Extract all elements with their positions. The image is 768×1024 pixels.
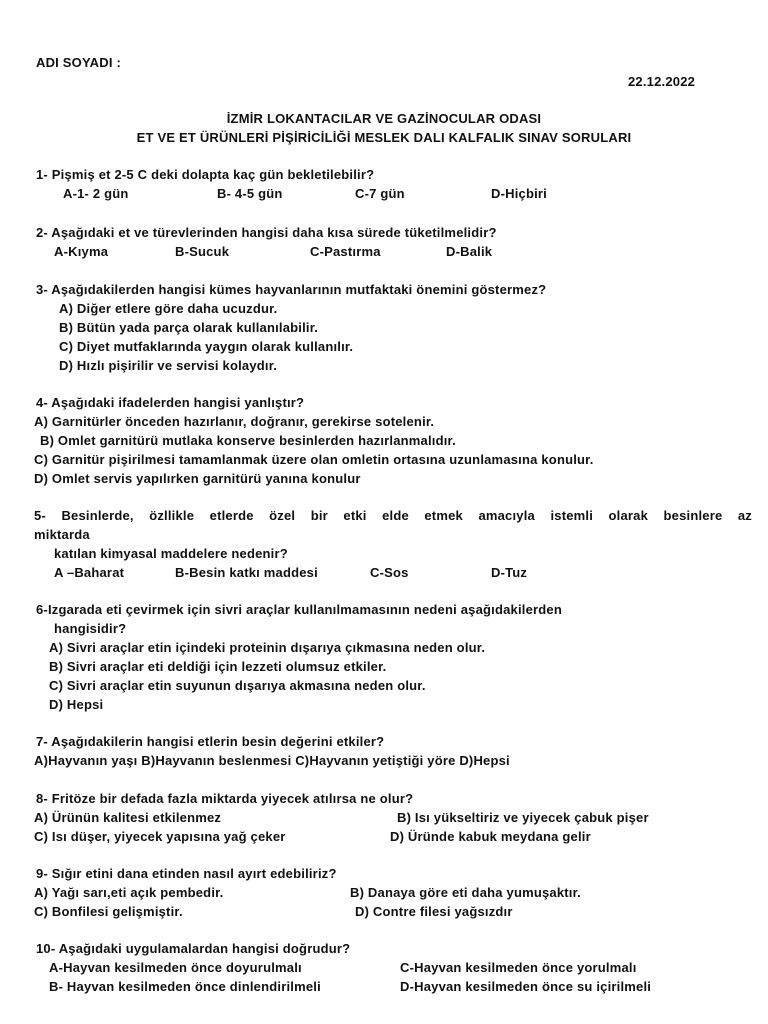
q2-option-d: D-Balik	[446, 244, 493, 259]
q4-option-a: A) Garnitürler önceden hazırlanır, doğranır, gerekirse sotelenir.	[34, 414, 435, 429]
q3-option-a: A) Diğer etlere göre daha ucuzdur.	[59, 301, 278, 316]
q10-option-b: B- Hayvan kesilmeden önce dinlendirilmeli	[49, 979, 321, 994]
question-6-line-1: 6-Izgarada eti çevirmek için sivri araçlar kullanılmamasının nedeni aşağıdakilerden	[36, 602, 562, 617]
q10-option-c: C-Hayvan kesilmeden önce yorulmalı	[400, 960, 637, 975]
q6-option-d: D) Hepsi	[49, 697, 104, 712]
question-6-line-2: hangisidir?	[54, 621, 127, 636]
q1-option-c: C-7 gün	[355, 186, 405, 201]
title-line-2: ET VE ET ÜRÜNLERİ PİŞİRİCİLİĞİ MESLEK DALI KALFALIK SINAV SORULARI	[136, 130, 632, 145]
q6-option-c: C) Sivri araçlar etin suyunun dışarıya akmasına neden olur.	[49, 678, 426, 693]
exam-date: 22.12.2022	[628, 74, 696, 89]
q2-option-c: C-Pastırma	[310, 244, 381, 259]
q1-option-b: B- 4-5 gün	[217, 186, 283, 201]
q5-option-b: B-Besin katkı maddesi	[175, 565, 318, 580]
q10-option-a: A-Hayvan kesilmeden önce doyurulmalı	[49, 960, 302, 975]
q5-option-c: C-Sos	[370, 565, 409, 580]
q10-option-d: D-Hayvan kesilmeden önce su içirilmeli	[400, 979, 652, 994]
q1-option-a: A-1- 2 gün	[63, 186, 129, 201]
name-label: ADI SOYADI :	[36, 55, 121, 70]
q3-option-c: C) Diyet mutfaklarında yaygın olarak kullanılır.	[59, 339, 354, 354]
q9-option-a: A) Yağı sarı,eti açık pembedir.	[34, 885, 224, 900]
question-2: 2- Aşağıdaki et ve türevlerinden hangisi daha kısa sürede tüketilmelidir?	[36, 225, 497, 240]
question-5-line-2: miktarda	[34, 527, 90, 542]
q8-option-c: C) Isı düşer, yiyecek yapısına yağ çeker	[34, 829, 286, 844]
q2-option-b: B-Sucuk	[175, 244, 230, 259]
q9-option-c: C) Bonfilesi gelişmiştir.	[34, 904, 183, 919]
q1-option-d: D-Hiçbiri	[491, 186, 547, 201]
q5-option-a: A –Baharat	[54, 565, 125, 580]
question-10: 10- Aşağıdaki uygulamalardan hangisi doğrudur?	[36, 941, 351, 956]
q5-option-d: D-Tuz	[491, 565, 528, 580]
q6-option-b: B) Sivri araçlar eti deldiği için lezzeti olumsuz etkiler.	[49, 659, 387, 674]
q8-option-a: A) Ürünün kalitesi etkilenmez	[34, 810, 222, 825]
q6-option-a: A) Sivri araçlar etin içindeki proteinin dışarıya çıkmasına neden olur.	[49, 640, 486, 655]
question-7: 7- Aşağıdakilerin hangisi etlerin besin değerini etkiler?	[36, 734, 385, 749]
q4-option-c: C) Garnitür pişirilmesi tamamlanmak üzere olan omletin ortasına uzunlamasına konulur.	[34, 452, 594, 467]
question-4: 4- Aşağıdaki ifadelerden hangisi yanlıştır?	[36, 395, 305, 410]
q9-option-d: D) Contre filesi yağsızdır	[355, 904, 513, 919]
q3-option-d: D) Hızlı pişirilir ve servisi kolaydır.	[59, 358, 278, 373]
q8-option-d: D) Üründe kabuk meydana gelir	[390, 829, 591, 844]
question-3: 3- Aşağıdakilerden hangisi kümes hayvanlarının mutfaktaki önemini göstermez?	[36, 282, 547, 297]
title-line-1: İZMİR LOKANTACILAR VE GAZİNOCULAR ODASI	[226, 111, 542, 126]
question-5-line-3: katılan kimyasal maddelere nedenir?	[54, 546, 288, 561]
q2-option-a: A-Kıyma	[54, 244, 109, 259]
q4-option-b: B) Omlet garnitürü mutlaka konserve besinlerden hazırlanmalıdır.	[40, 433, 456, 448]
question-1: 1- Pişmiş et 2-5 C deki dolapta kaç gün bekletilebilir?	[36, 167, 375, 182]
q4-option-d: D) Omlet servis yapılırken garnitürü yanına konulur	[34, 471, 361, 486]
question-5-line-1: 5- Besinlerde, özllikle etlerde özel bir etki elde etmek amacıyla istemli olarak besinlere az	[34, 508, 752, 523]
question-8: 8- Fritöze bir defada fazla miktarda yiyecek atılırsa ne olur?	[36, 791, 414, 806]
q8-option-b: B) Isı yükseltiriz ve yiyecek çabuk pişer	[397, 810, 649, 825]
q9-option-b: B) Danaya göre eti daha yumuşaktır.	[350, 885, 581, 900]
q3-option-b: B) Bütün yada parça olarak kullanılabilir.	[59, 320, 319, 335]
question-9: 9- Sığır etini dana etinden nasıl ayırt edebiliriz?	[36, 866, 337, 881]
q7-options: A)Hayvanın yaşı B)Hayvanın beslenmesi C)Hayvanın yetiştiği yöre D)Hepsi	[34, 753, 510, 768]
